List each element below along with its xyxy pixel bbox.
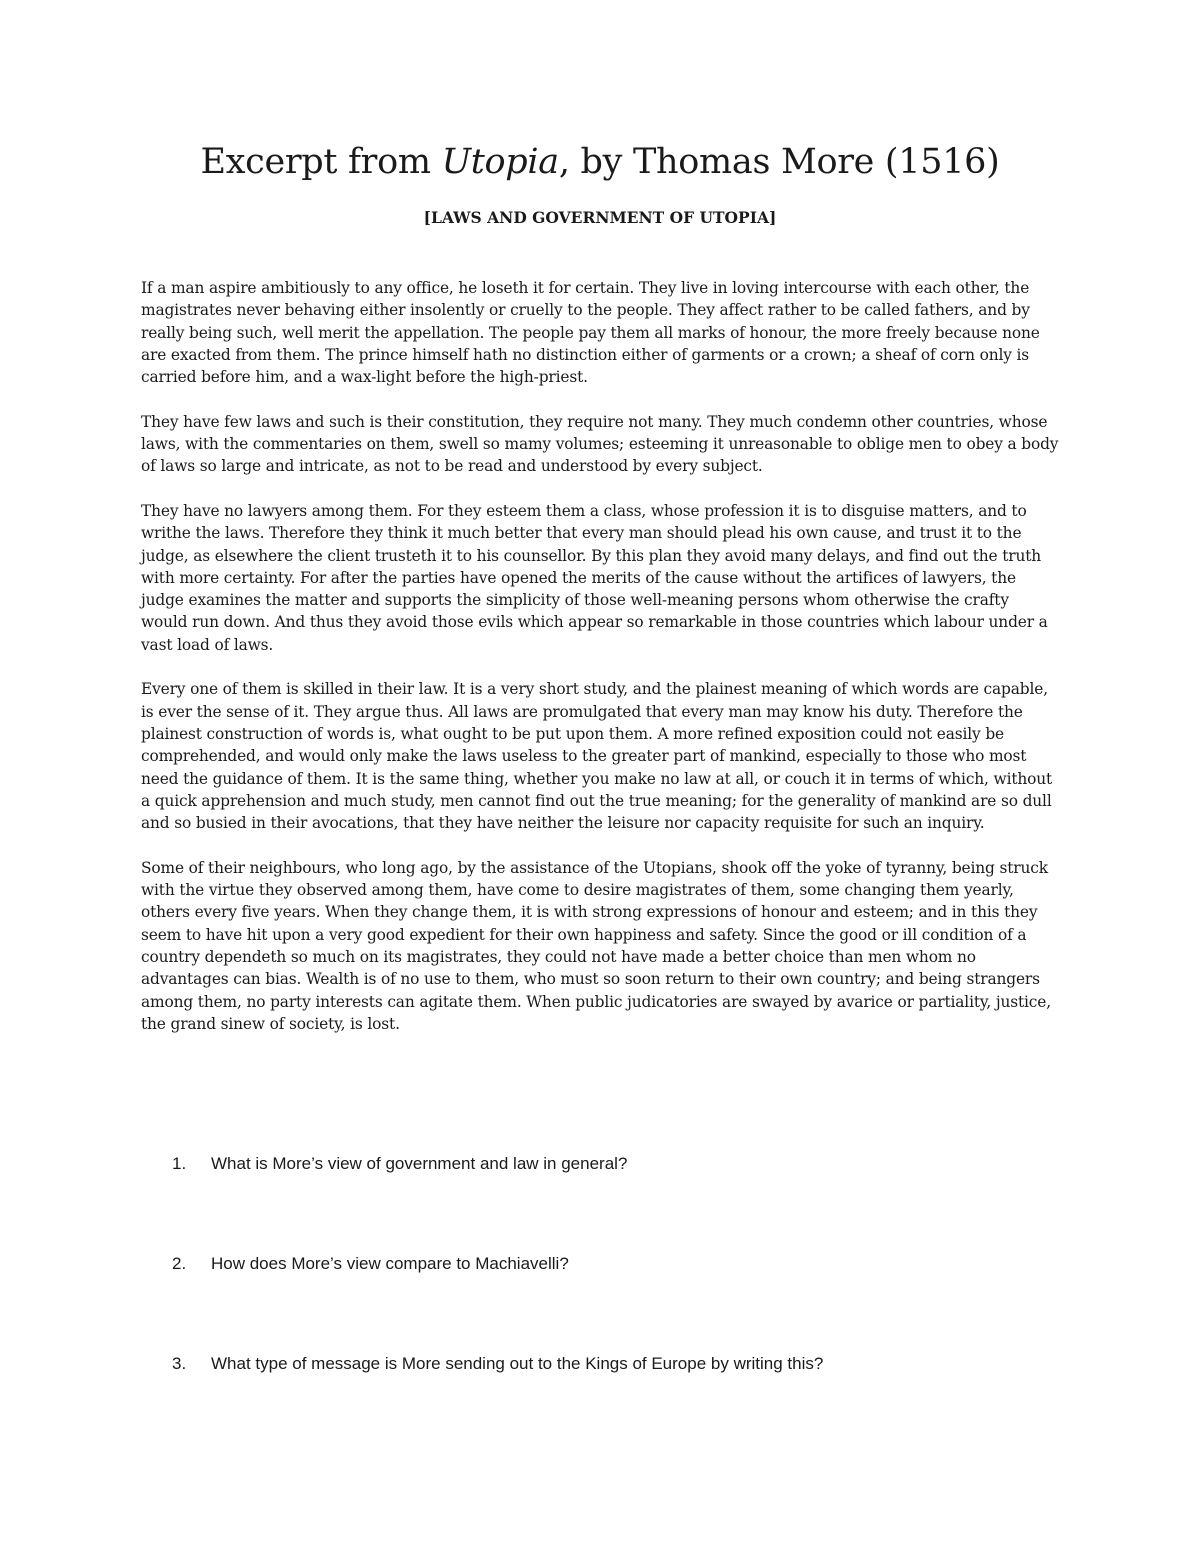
document-subtitle: [LAWS AND GOVERNMENT OF UTOPIA] [423, 208, 777, 227]
question-item [172, 1351, 1072, 1451]
paragraph-5: Some of their neighbours, who long ago, by the assistance of the Utopians, shook off the yoke of tyranny, being struck with the virtue they observed among them, have come to desire magistrates of them, some changing them yearly, others every five years. When they change them, it is with strong expressions of honour and esteem; and in this they seem to have hit upon a very good expedient for their own happiness and safety. Since the good or ill condition of a country dependeth so much on its magistrates, they could not have made a better choice than men whom no advantages can bias. Wealth is of no use to them, who must so soon return to their own country; and being strangers among them, no party interests can agitate them. When public judicatories are swayed by avarice or partiality, justice, the grand sinew of society, is lost. [141, 858, 1051, 1033]
title-prefix: Excerpt from [200, 142, 442, 182]
question-item [172, 1151, 1072, 1251]
title-book-name: Utopia [441, 142, 559, 182]
question-list [172, 1151, 1072, 1451]
question-number: 3. [172, 1354, 187, 1373]
paragraph-2: They have few laws and such is their constitution, they require not many. They much condemn other countries, whose laws, with the commentaries on them, swell so mamy volumes; esteeming it unreasonable to oblige men to obey a body of laws so large and intricate, as not to be read and understood by every subject. [141, 412, 1059, 476]
paragraph-1: If a man aspire ambitiously to any office, he loseth it for certain. They live in loving intercourse with each other, the magistrates never behaving either insolently or cruelly to the people. They affect rather to be called fathers, and by really being such, well merit the appellation. The people pay them all marks of honour, the more freely because none are exacted from them. The prince himself hath no distinction either of garments or a crown; a sheaf of corn only is carried before him, and a wax-light before the high-priest. [141, 279, 1040, 387]
paragraph-4: Every one of them is skilled in their law. It is a very short study, and the plainest meaning of which words are capable, is ever the sense of it. They argue thus. All laws are promulgated that every man may know his duty. Therefore the plainest construction of words is, what ought to be put upon them. A more refined exposition could not easily be comprehended, and would only make the laws useless to the greater part of mankind, especially to those who most need the guidance of them. It is the same thing, whether you make no law at all, or couch it in terms of which, without a quick apprehension and much study, men cannot find out the true meaning; for the generality of mankind are so dull and so busied in their avocations, that they have neither the leisure nor capacity requisite for such an inquiry. [141, 680, 1053, 833]
document-title [0, 138, 1200, 186]
question-number: 1. [172, 1154, 187, 1173]
question-number: 2. [172, 1254, 187, 1273]
paragraph-3: They have no lawyers among them. For they esteem them a class, whose profession it is to disguise matters, and to writhe the laws. Therefore they think it much better that every man should plead his own cause, and trust it to the judge, as elsewhere the client trusteth it to his counsellor. By this plan they avoid many delays, and find out the truth with more certainty. For after the parties have opened the merits of the cause without the artifices of lawyers, the judge examines the matter and supports the simplicity of those well-meaning persons whom otherwise the crafty would run down. And thus they avoid those evils which appear so remarkable in those countries which labour under a vast load of laws. [141, 501, 1048, 654]
question-text: How does More’s view compare to Machiavelli? [211, 1254, 569, 1273]
question-text: What type of message is More sending out to the Kings of Europe by writing this? [211, 1354, 824, 1373]
question-text: What is More’s view of government and law in general? [211, 1154, 628, 1173]
excerpt-body [141, 277, 1059, 1057]
title-suffix: , by Thomas More (1516) [558, 142, 1000, 182]
question-item [172, 1251, 1072, 1351]
